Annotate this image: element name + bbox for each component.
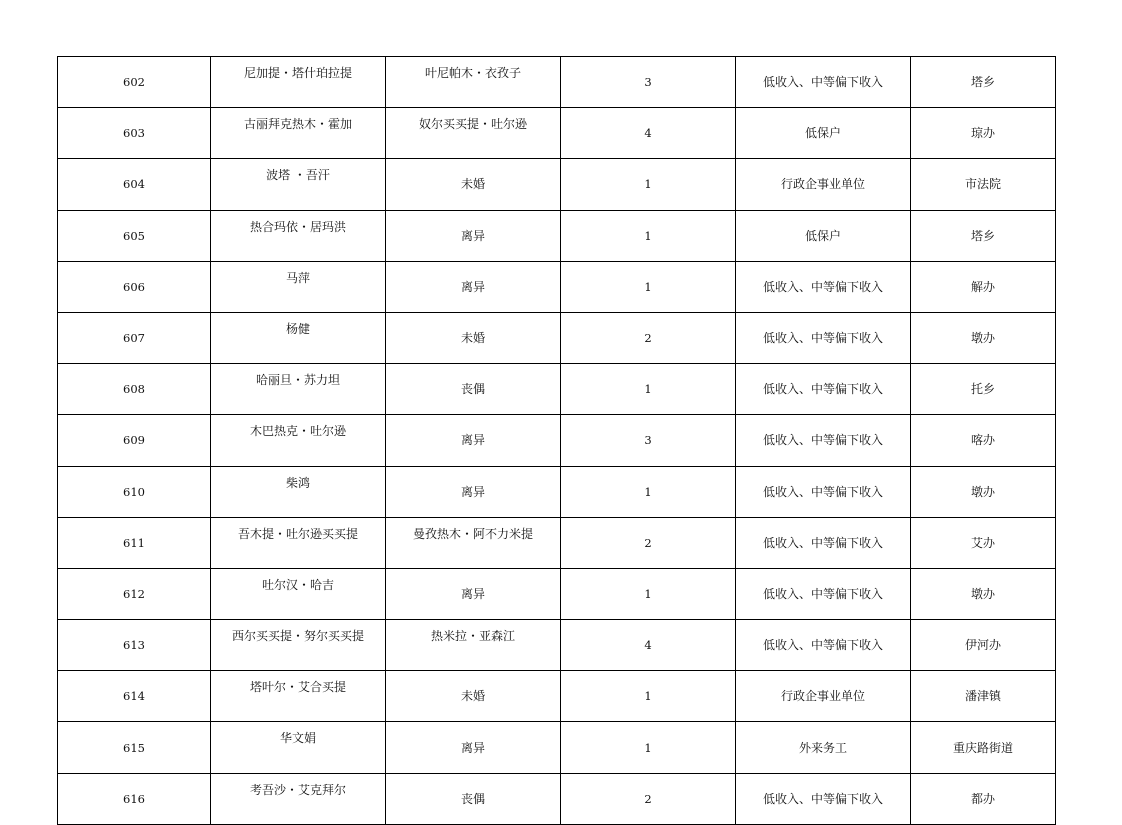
household-size-cell: 1 [561,364,736,415]
spouse-cell: 热米拉・亚森江 [386,620,561,671]
row-number-cell: 605 [58,210,211,261]
applicant-name-cell: 波塔 ・吾汗 [211,159,386,210]
household-size-cell: 1 [561,261,736,312]
table-row [58,517,1056,568]
area-cell: 墩办 [911,312,1056,363]
household-size-cell: 4 [561,620,736,671]
category-cell: 低收入、中等偏下收入 [736,415,911,466]
row-number-cell: 608 [58,364,211,415]
applicant-name-cell: 吐尔汉・哈吉 [211,568,386,619]
applicant-name-cell: 哈丽旦・苏力坦 [211,364,386,415]
table-row [58,159,1056,210]
row-number-cell: 611 [58,517,211,568]
area-cell: 解办 [911,261,1056,312]
household-size-cell: 2 [561,773,736,824]
applicant-name-cell: 西尔买买提・努尔买买提 [211,620,386,671]
household-size-cell: 1 [561,466,736,517]
row-number-cell: 614 [58,671,211,722]
category-cell: 低保户 [736,210,911,261]
household-size-cell: 2 [561,517,736,568]
applicant-name-cell: 古丽拜克热木・霍加 [211,108,386,159]
category-cell: 行政企事业单位 [736,671,911,722]
applicant-name-cell: 马萍 [211,261,386,312]
spouse-cell: 奴尔买买提・吐尔逊 [386,108,561,159]
table-row [58,671,1056,722]
area-cell: 墩办 [911,568,1056,619]
spouse-cell: 未婚 [386,159,561,210]
table-row [58,722,1056,773]
spouse-cell: 离异 [386,466,561,517]
table-row [58,568,1056,619]
row-number-cell: 613 [58,620,211,671]
records-table-body [58,57,1056,825]
table-row [58,466,1056,517]
area-cell: 塔乡 [911,210,1056,261]
applicant-name-cell: 杨健 [211,312,386,363]
row-number-cell: 604 [58,159,211,210]
area-cell: 重庆路街道 [911,722,1056,773]
area-cell: 潘津镇 [911,671,1056,722]
applicant-name-cell: 考吾沙・艾克拜尔 [211,773,386,824]
row-number-cell: 603 [58,108,211,159]
table-row [58,773,1056,824]
table-row [58,364,1056,415]
applicant-name-cell: 尼加提・塔什珀拉提 [211,57,386,108]
spouse-cell: 离异 [386,415,561,466]
table-row [58,57,1056,108]
category-cell: 行政企事业单位 [736,159,911,210]
category-cell: 低收入、中等偏下收入 [736,773,911,824]
table-row [58,108,1056,159]
applicant-name-cell: 木巴热克・吐尔逊 [211,415,386,466]
household-size-cell: 3 [561,57,736,108]
row-number-cell: 602 [58,57,211,108]
area-cell: 市法院 [911,159,1056,210]
records-table [57,56,1056,825]
spouse-cell: 离异 [386,210,561,261]
area-cell: 都办 [911,773,1056,824]
table-row [58,620,1056,671]
spouse-cell: 离异 [386,722,561,773]
row-number-cell: 615 [58,722,211,773]
spouse-cell: 曼孜热木・阿不力米提 [386,517,561,568]
area-cell: 塔乡 [911,57,1056,108]
applicant-name-cell: 柴鸿 [211,466,386,517]
category-cell: 低收入、中等偏下收入 [736,517,911,568]
spouse-cell: 未婚 [386,671,561,722]
row-number-cell: 612 [58,568,211,619]
area-cell: 喀办 [911,415,1056,466]
area-cell: 艾办 [911,517,1056,568]
area-cell: 琼办 [911,108,1056,159]
category-cell: 低收入、中等偏下收入 [736,620,911,671]
row-number-cell: 606 [58,261,211,312]
category-cell: 低收入、中等偏下收入 [736,312,911,363]
spouse-cell: 离异 [386,568,561,619]
applicant-name-cell: 塔叶尔・艾合买提 [211,671,386,722]
category-cell: 低保户 [736,108,911,159]
applicant-name-cell: 华文娟 [211,722,386,773]
category-cell: 低收入、中等偏下收入 [736,466,911,517]
category-cell: 低收入、中等偏下收入 [736,57,911,108]
applicant-name-cell: 热合玛依・居玛洪 [211,210,386,261]
table-row [58,261,1056,312]
row-number-cell: 610 [58,466,211,517]
row-number-cell: 607 [58,312,211,363]
household-size-cell: 1 [561,671,736,722]
household-size-cell: 3 [561,415,736,466]
table-row [58,312,1056,363]
spouse-cell: 丧偶 [386,364,561,415]
household-size-cell: 1 [561,722,736,773]
category-cell: 低收入、中等偏下收入 [736,364,911,415]
area-cell: 托乡 [911,364,1056,415]
table-row [58,210,1056,261]
household-size-cell: 4 [561,108,736,159]
category-cell: 低收入、中等偏下收入 [736,568,911,619]
row-number-cell: 616 [58,773,211,824]
spouse-cell: 丧偶 [386,773,561,824]
household-size-cell: 2 [561,312,736,363]
area-cell: 墩办 [911,466,1056,517]
spouse-cell: 叶尼帕木・衣孜子 [386,57,561,108]
applicant-name-cell: 吾木提・吐尔逊买买提 [211,517,386,568]
row-number-cell: 609 [58,415,211,466]
spouse-cell: 未婚 [386,312,561,363]
spouse-cell: 离异 [386,261,561,312]
household-size-cell: 1 [561,210,736,261]
area-cell: 伊河办 [911,620,1056,671]
household-size-cell: 1 [561,159,736,210]
category-cell: 低收入、中等偏下收入 [736,261,911,312]
household-size-cell: 1 [561,568,736,619]
table-row [58,415,1056,466]
category-cell: 外来务工 [736,722,911,773]
